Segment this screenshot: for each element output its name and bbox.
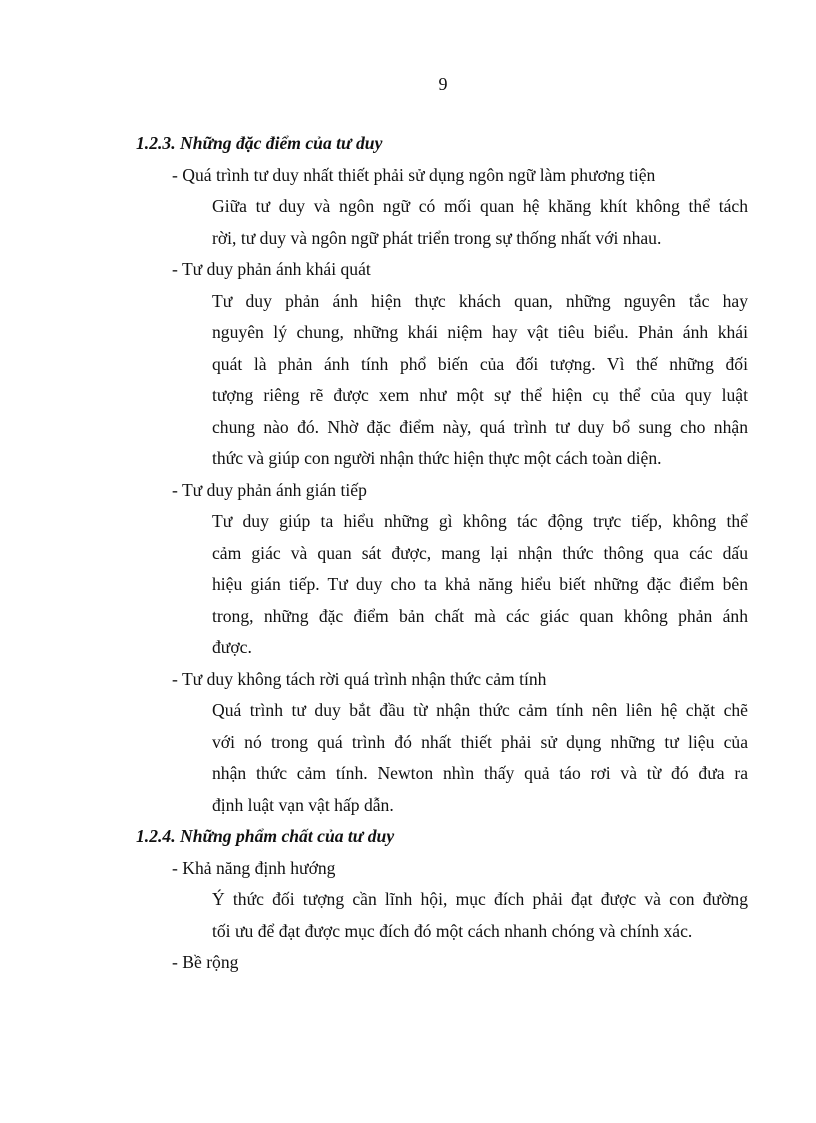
bullet-indirect-reflection: - Tư duy phản ánh gián tiếp [172, 479, 367, 500]
bullet-breadth: - Bề rộng [172, 952, 239, 972]
paragraph-line: Giữa tư duy và ngôn ngữ có mối quan hệ khăng khít không thể tách [212, 196, 748, 216]
paragraph-line: Tư duy phản ánh hiện thực khách quan, những nguyên tắc hay [212, 290, 748, 311]
paragraph-orientation-ability [136, 884, 748, 947]
paragraph-line: tối ưu để đạt được mục đích đó một cách nhanh chóng và chính xác. [212, 920, 693, 941]
paragraph-line: Quá trình tư duy bắt đầu từ nhận thức cảm tính nên liên hệ chặt chẽ [212, 700, 748, 720]
bullet-sensory-cognition: - Tư duy không tách rời quá trình nhận thức cảm tính [172, 668, 547, 689]
paragraph-line: thức và giúp con người nhận thức hiện thực một cách toàn diện. [212, 448, 662, 468]
paragraph-line: quát là phản ánh tính phổ biến của đối tượng. Vì thế những đối [212, 353, 748, 374]
paragraph-line: chung nào đó. Nhờ đặc điểm này, quá trình tư duy bổ sung cho nhận [212, 416, 748, 437]
bullet-language-medium: - Quá trình tư duy nhất thiết phải sử dụng ngôn ngữ làm phương tiện [172, 164, 656, 185]
bullet-general-reflection: - Tư duy phản ánh khái quát [172, 259, 371, 279]
paragraph-line: với nó trong quá trình đó nhất thiết phải sử dụng những tư liệu của [212, 731, 748, 752]
paragraph-line: Ý thức đối tượng cần lĩnh hội, mục đích phải đạt được và con đường [212, 889, 748, 909]
paragraph-general-reflection [136, 286, 748, 475]
paragraph-sensory-cognition [136, 695, 748, 821]
paragraph-line: Tư duy giúp ta hiểu những gì không tác động trực tiếp, không thể [212, 511, 748, 531]
bullet-orientation-ability: - Khả năng định hướng [172, 857, 336, 878]
paragraph-line: hiệu gián tiếp. Tư duy cho ta khả năng hiểu biết những đặc điểm bên [212, 574, 748, 594]
paragraph-line: định luật vạn vật hấp dẫn. [212, 794, 394, 815]
paragraph-line: trong, những đặc điểm bản chất mà các giác quan không phản ánh [212, 605, 748, 626]
paragraph-line: nguyên lý chung, những khái niệm hay vật tiêu biểu. Phản ánh khái [212, 322, 748, 342]
section-heading-1-2-3: 1.2.3. Những đặc điểm của tư duy [136, 133, 383, 153]
section-heading-1-2-4: 1.2.4. Những phẩm chất của tư duy [136, 826, 395, 846]
page-number: 9 [438, 74, 448, 94]
paragraph-indirect-reflection [136, 506, 748, 664]
document-body [136, 128, 748, 979]
paragraph-line: được. [212, 637, 252, 657]
paragraph-line: cảm giác và quan sát được, mang lại nhận thức thông qua các dấu [212, 542, 748, 563]
paragraph-line: rời, tư duy và ngôn ngữ phát triển trong sự thống nhất với nhau. [212, 227, 662, 248]
paragraph-language-medium [136, 191, 748, 254]
paragraph-line: nhận thức cảm tính. Newton nhìn thấy quả táo rơi và từ đó đưa ra [212, 763, 748, 783]
paragraph-line: tượng riêng rẽ được xem như một sự thể hiện cụ thể của quy luật [212, 385, 748, 405]
